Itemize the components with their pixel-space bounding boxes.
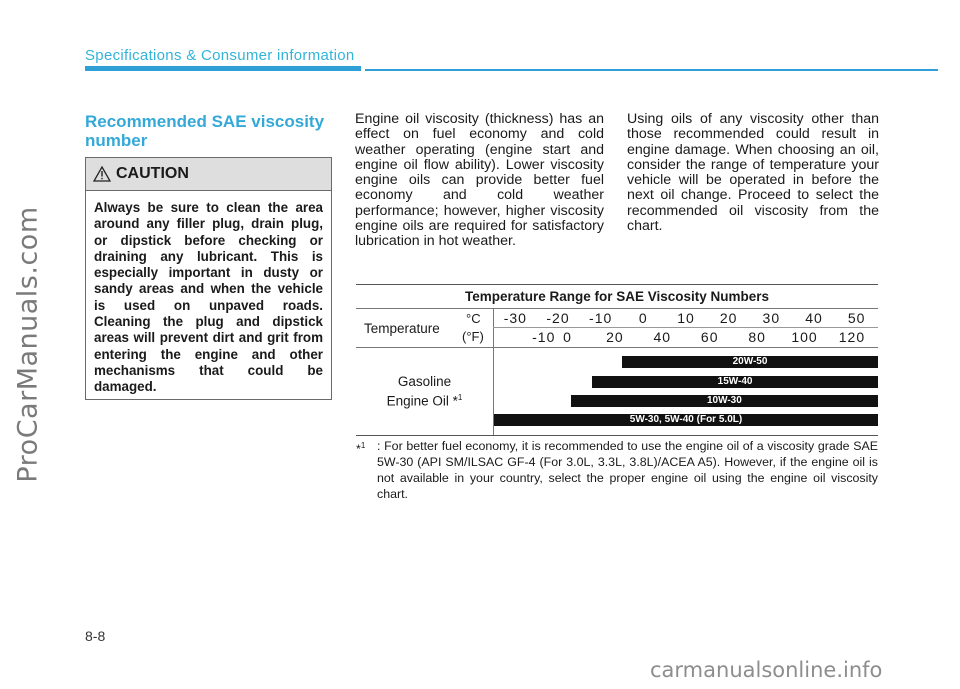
body-text-column-3: Using oils of any viscosity other than those recommended could result in engine damage. When choosing an oil, consider the range of temperature your vehicle will be operated in before the next oil change. Proceed to select the recommended oil viscosity from the chart. bbox=[627, 111, 879, 235]
temperature-label: Temperature bbox=[364, 320, 440, 336]
celsius-tick-label: -20 bbox=[546, 310, 570, 326]
side-watermark-text: ProCarManuals.com bbox=[12, 206, 44, 483]
fahrenheit-tick-label: 60 bbox=[700, 329, 719, 345]
celsius-unit: °C bbox=[466, 311, 481, 326]
caution-text: Always be sure to clean the area around any filler plug, drain plug, or dipstick before checking or draining any lubricant. This is especially important in dusty or sandy areas and when the vehicle is used on unpaved roads. Cleaning the plug and dipstick areas will prevent dirt and grit from entering the engine and other mechanisms that could be damaged. bbox=[94, 200, 323, 395]
footnote-superscript: 1 bbox=[360, 441, 366, 450]
warning-triangle-icon bbox=[93, 166, 111, 182]
oil-row bbox=[356, 348, 878, 435]
footnote-text: : For better fuel economy, it is recommended to use the engine oil of a viscosity grade SAE 5W-30 (API SM/ILSAC GF-4 (For 3.0L, 3.3L, 3.8L)/ACEA A5). However, if the engine oil is not available in your country, select the proper engine oil using the engine oil viscosity chart. bbox=[377, 439, 878, 501]
page-number: 8-8 bbox=[85, 628, 106, 644]
caution-title: CAUTION bbox=[116, 165, 189, 182]
celsius-tick-label: -30 bbox=[503, 310, 527, 326]
celsius-scale bbox=[494, 309, 878, 328]
header-accent-bar bbox=[85, 66, 361, 71]
oil-label-line1: Gasoline bbox=[397, 373, 452, 389]
fahrenheit-tick-label: 20 bbox=[606, 329, 624, 345]
section-header-title: Specifications & Consumer information bbox=[85, 47, 355, 64]
viscosity-chart bbox=[356, 284, 878, 436]
fahrenheit-scale bbox=[494, 328, 878, 347]
oil-label-line2 bbox=[387, 390, 463, 410]
caution-box bbox=[85, 157, 332, 400]
footnote-asterisk: * bbox=[356, 442, 361, 457]
chart-title: Temperature Range for SAE Viscosity Numbers bbox=[356, 285, 878, 309]
viscosity-bars bbox=[494, 348, 878, 435]
fahrenheit-tick-label: 100 bbox=[791, 329, 818, 345]
celsius-tick-label: 30 bbox=[762, 310, 781, 326]
caution-header bbox=[86, 158, 331, 191]
celsius-tick-label: -10 bbox=[589, 310, 613, 326]
viscosity-bar: 10W-30 bbox=[571, 395, 878, 407]
viscosity-bar: 20W-50 bbox=[622, 356, 878, 368]
oil-label bbox=[356, 348, 493, 435]
celsius-tick-label: 40 bbox=[805, 310, 823, 326]
celsius-tick-label: 50 bbox=[847, 310, 866, 326]
body-text-column-2: Engine oil viscosity (thickness) has an effect on fuel economy and cold weather operating (engine start and engine oil flow ability). Lower viscosity engine oils can provide better fuel economy and cold weather performance; however, higher viscosity engine oils are required for satisfactory lubrication in hot weather. bbox=[355, 111, 604, 250]
fahrenheit-unit: (°F) bbox=[462, 329, 484, 344]
footnote-marker bbox=[356, 438, 365, 457]
viscosity-bar: 5W-30, 5W-40 (For 5.0L) bbox=[494, 414, 878, 426]
fahrenheit-tick-label: 0 bbox=[563, 329, 572, 345]
fahrenheit-tick-label: -10 bbox=[532, 329, 556, 345]
bottom-watermark: carmanualsonline.info bbox=[650, 658, 883, 682]
celsius-tick-label: 10 bbox=[677, 310, 695, 326]
celsius-tick-label: 20 bbox=[719, 310, 738, 326]
footnote bbox=[356, 438, 878, 502]
fahrenheit-tick-label: 120 bbox=[838, 329, 866, 345]
fahrenheit-tick-label: 40 bbox=[653, 329, 672, 345]
oil-label-superscript: 1 bbox=[457, 392, 463, 402]
header-rule bbox=[365, 69, 938, 71]
section-heading: Recommended SAE viscosity number bbox=[85, 112, 325, 150]
oil-label-text: Engine Oil * bbox=[386, 393, 458, 409]
side-watermark bbox=[8, 0, 48, 689]
celsius-tick-label: 0 bbox=[638, 310, 648, 326]
fahrenheit-tick-label: 80 bbox=[748, 329, 766, 345]
viscosity-bar: 15W-40 bbox=[592, 376, 878, 388]
temperature-row bbox=[356, 309, 878, 348]
